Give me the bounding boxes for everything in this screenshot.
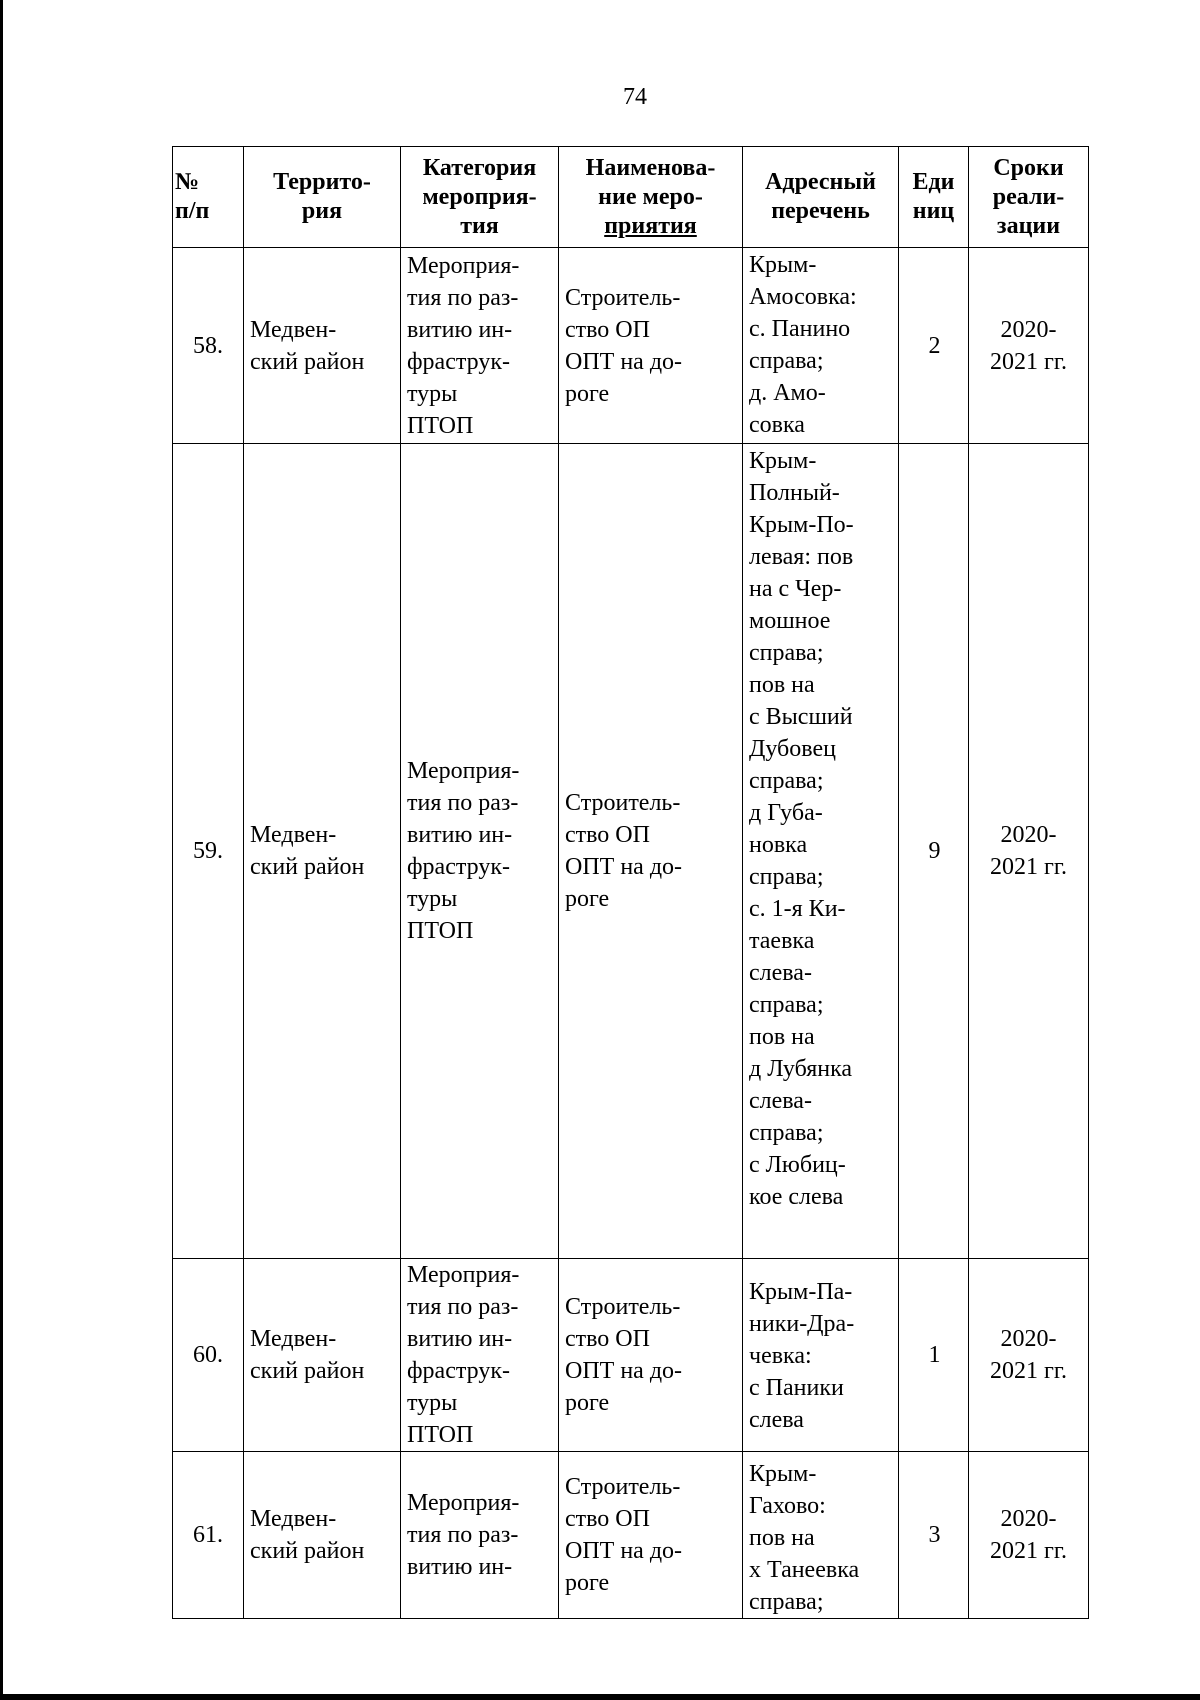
period-cell: 2020- 2021 гг. [969,444,1089,1259]
table-row [173,1259,1089,1452]
territory-cell: Медвен- ский район [244,444,401,1259]
row-number: 60. [173,1259,244,1452]
header-category: Категория мероприя- тия [401,147,559,248]
measure-name-cell: Строитель- ство ОП ОПТ на до- роге [559,444,743,1259]
scan-edge-bottom [0,1694,1200,1700]
measure-name-cell: Строитель- ство ОП ОПТ на до- роге [559,1452,743,1619]
address-cell: Крым- Амосовка: с. Панино справа; д. Амо- совка [743,248,899,444]
row-number: 61. [173,1452,244,1619]
measures-table [172,146,1089,1619]
row-number: 59. [173,444,244,1259]
category-cell: Мероприя- тия по раз- витию ин- фраструк- туры ПТОП [401,1259,559,1452]
table-row [173,444,1089,1259]
period-cell: 2020- 2021 гг. [969,248,1089,444]
measure-name-cell: Строитель- ство ОП ОПТ на до- роге [559,1259,743,1452]
measure-name-cell: Строитель- ство ОП ОПТ на до- роге [559,248,743,444]
header-name: Наименова- ние меро- приятия [559,147,743,248]
header-territory: Террито- рия [244,147,401,248]
address-cell: Крым-Па- ники-Дра- чевка: с Паники слева [743,1259,899,1452]
table-row [173,1452,1089,1619]
units-cell: 1 [899,1259,969,1452]
header-num: № п/п [173,147,244,248]
units-cell: 9 [899,444,969,1259]
header-units: Еди ниц [899,147,969,248]
table-header-row [173,147,1089,248]
row-number: 58. [173,248,244,444]
address-cell: Крым- Гахово: пов на х Танеевка справа; [743,1452,899,1619]
header-period: Сроки реали- зации [969,147,1089,248]
category-cell: Мероприя- тия по раз- витию ин- фраструк- туры ПТОП [401,444,559,1259]
category-cell: Мероприя- тия по раз- витию ин- фраструк- туры ПТОП [401,248,559,444]
page-number: 74 [623,84,647,110]
period-cell: 2020- 2021 гг. [969,1452,1089,1619]
header-address: Адресный перечень [743,147,899,248]
scan-edge-left [0,0,3,1700]
table-row [173,248,1089,444]
period-cell: 2020- 2021 гг. [969,1259,1089,1452]
category-cell: Мероприя- тия по раз- витию ин- [401,1452,559,1619]
address-cell: Крым- Полный- Крым-По- левая: пов на с Чер- мошное справа; пов на с Высший Дубовец справа; д Губа- новка справа; с. 1-я Ки- таевка слева- справа; пов на д Лубянка слева- справа; с Любиц- кое слева [743,444,899,1259]
units-cell: 3 [899,1452,969,1619]
territory-cell: Медвен- ский район [244,248,401,444]
territory-cell: Медвен- ский район [244,1259,401,1452]
territory-cell: Медвен- ский район [244,1452,401,1619]
units-cell: 2 [899,248,969,444]
